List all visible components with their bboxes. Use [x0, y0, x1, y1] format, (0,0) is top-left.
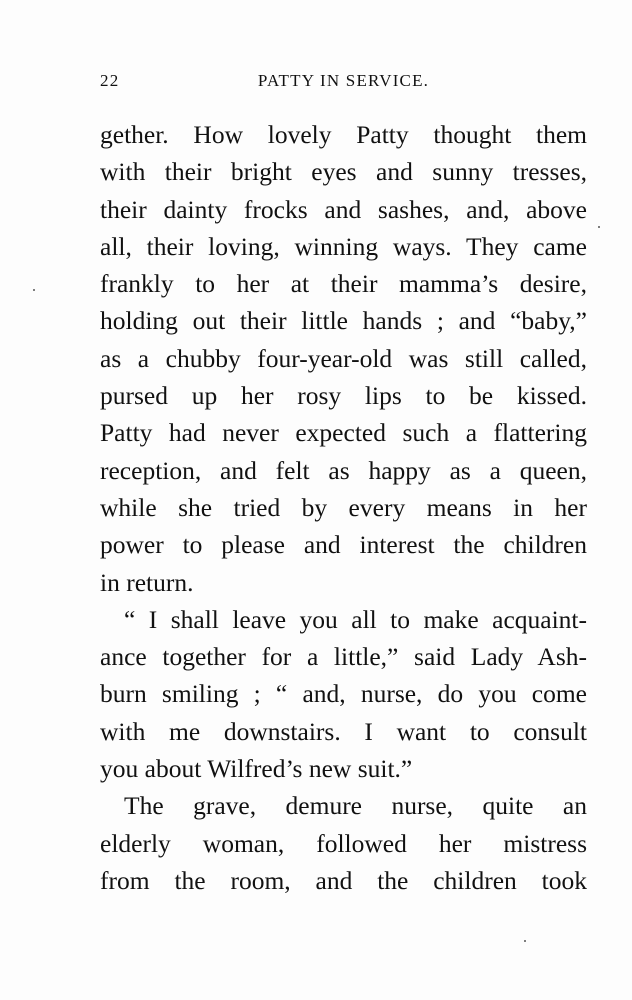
text-line: elderly woman, followed her mistress [100, 828, 587, 858]
text-line: gether. How lovely Patty thought them [100, 120, 587, 149]
text-line: “ I shall leave you all to make acquaint- [124, 604, 587, 634]
running-title: PATTY IN SERVICE. [257, 71, 430, 90]
text-line: as a chubby four-year-old was still called, [100, 343, 587, 373]
paper-speck [524, 940, 526, 942]
text-line: from the room, and the children took [100, 865, 587, 895]
text-line: holding out their little hands ; and “baby,” [100, 306, 587, 336]
text-line: all, their loving, winning ways. They came [100, 231, 587, 261]
paper-speck [33, 289, 35, 291]
text-line: pursed up her rosy lips to be kissed. [100, 381, 587, 411]
body-text [100, 116, 587, 899]
text-line: you about Wilfred’s new suit.” [100, 754, 413, 784]
text-line: power to please and interest the children [100, 530, 587, 560]
text-line: ance together for a little,” said Lady Ash- [100, 642, 587, 672]
text-line: with me downstairs. I want to consult [100, 716, 587, 746]
text-line: in return. [100, 567, 194, 597]
paper-speck [598, 226, 600, 228]
paragraph-1 [100, 116, 587, 601]
text-line: The grave, demure nurse, quite an [124, 791, 587, 821]
text-line: reception, and felt as happy as a queen, [100, 455, 587, 485]
paragraph-3 [100, 787, 587, 899]
text-line: burn smiling ; “ and, nurse, do you come [100, 679, 587, 709]
page-number: 22 [100, 71, 120, 90]
paragraph-2 [100, 601, 587, 787]
text-line: with their bright eyes and sunny tresses, [100, 157, 587, 187]
text-line: frankly to her at their mamma’s desire, [100, 269, 587, 299]
text-line: Patty had never expected such a flattering [100, 418, 587, 448]
text-line: their dainty frocks and sashes, and, above [100, 194, 587, 224]
running-head [100, 71, 587, 95]
text-line: while she tried by every means in her [100, 492, 587, 522]
